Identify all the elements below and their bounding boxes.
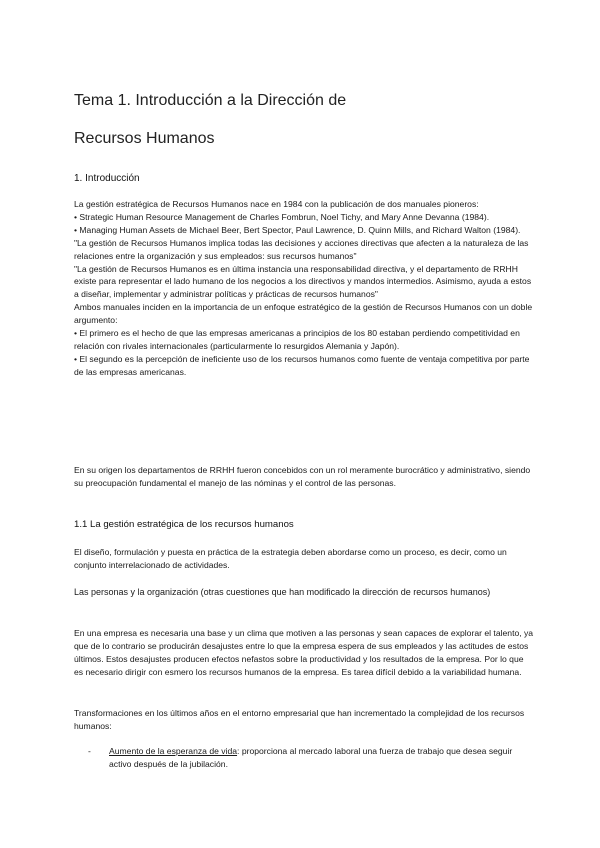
people-heading [74,586,534,599]
intro-paragraph [74,198,534,379]
design-paragraph [74,546,534,572]
list-item-description: : proporciona al mercado laboral una fuerza de trabajo que desea seguir activo después de la jubilación. [109,746,513,769]
document-title-line-2: Recursos Humanos [74,130,215,147]
list-item [88,745,534,771]
intro-bullet: • El primero es el hecho de que las empresas americanas a principios de los 80 estaban perdiendo competitividad en relación con rivales internacionales (particularmente lo resurgidos Alemania y Japón). [74,328,520,351]
transform-text: Transformaciones en los últimos años en el entorno empresarial que han incrementado la complejidad de los recursos humanos: [74,708,525,731]
company-text: En una empresa es necesaria una base y un clima que motiven a las personas y sean capaces de explorar el talento, ya que de lo contrario se producirán desajustes entre lo que la empresa espera de sus empleados y las actitudes de estos últimos. Estos desajustes producen efectos nefastos sobre la productividad y los resultados de la empresa. Por lo que es necesario dirigir con esmero los recursos humanos de la empresa. Es tarea difícil debido a la variabilidad humana. [74,628,534,677]
design-text: El diseño, formulación y puesta en práctica de la estrategia deben abordarse como un proceso, es decir, como un conjunto interrelacionado de actividades. [74,547,507,570]
list-item-term: Aumento de la esperanza de vida [109,746,238,756]
section-heading-1-1: 1.1 La gestión estratégica de los recursos humanos [74,519,294,530]
intro-line: La gestión estratégica de Recursos Humanos nace en 1984 con la publicación de dos manuales pioneros: [74,199,479,209]
document-title-line-1: Tema 1. Introducción a la Dirección de [74,92,347,109]
intro-bullet: • Managing Human Assets de Michael Beer, Bert Spector, Paul Lawrence, D. Quinn Mills, and Richard Walton (1984). [74,224,521,235]
origin-paragraph [74,464,534,490]
people-heading-text: Las personas y la organización (otras cuestiones que han modificado la dirección de recursos humanos) [74,587,491,597]
intro-bullet: • El segundo es la percepción de ineficiente uso de los recursos humanos como fuente de ventaja competitiva por parte de las empresas americanas. [74,353,530,377]
company-paragraph [74,627,534,679]
intro-line: Ambos manuales inciden en la importancia de un enfoque estratégico de la gestión de Recursos Humanos con un doble argumento: [74,302,533,326]
transform-paragraph [74,707,534,733]
intro-bullet: • Strategic Human Resource Management de Charles Fombrun, Noel Tichy, and Mary Anne Devanna (1984). [74,211,490,222]
intro-quote: "La gestión de Recursos Humanos implica todas las decisiones y acciones directivas que afecten a la naturaleza de las relaciones entre la organización y sus empleados: sus recursos humanos" [74,237,529,261]
origin-text: En su origen los departamentos de RRHH fueron concebidos con un rol meramente burocrático y administrativo, siendo su preocupación fundamental el manejo de las nóminas y el control de las personas. [74,465,531,488]
section-heading-introduccion: 1. Introducción [74,173,140,184]
list-dash: - [88,746,91,756]
intro-quote: "La gestión de Recursos Humanos es en última instancia una responsabilidad directiva, y el departamento de RRHH existe para representar el lado humano de los negocios a los directivos y mandos intermedios. Asimismo, ayuda a estos a diseñar, implementar y administrar políticas y prácticas de recursos humanos" [74,263,532,300]
list-item-text [109,745,534,771]
